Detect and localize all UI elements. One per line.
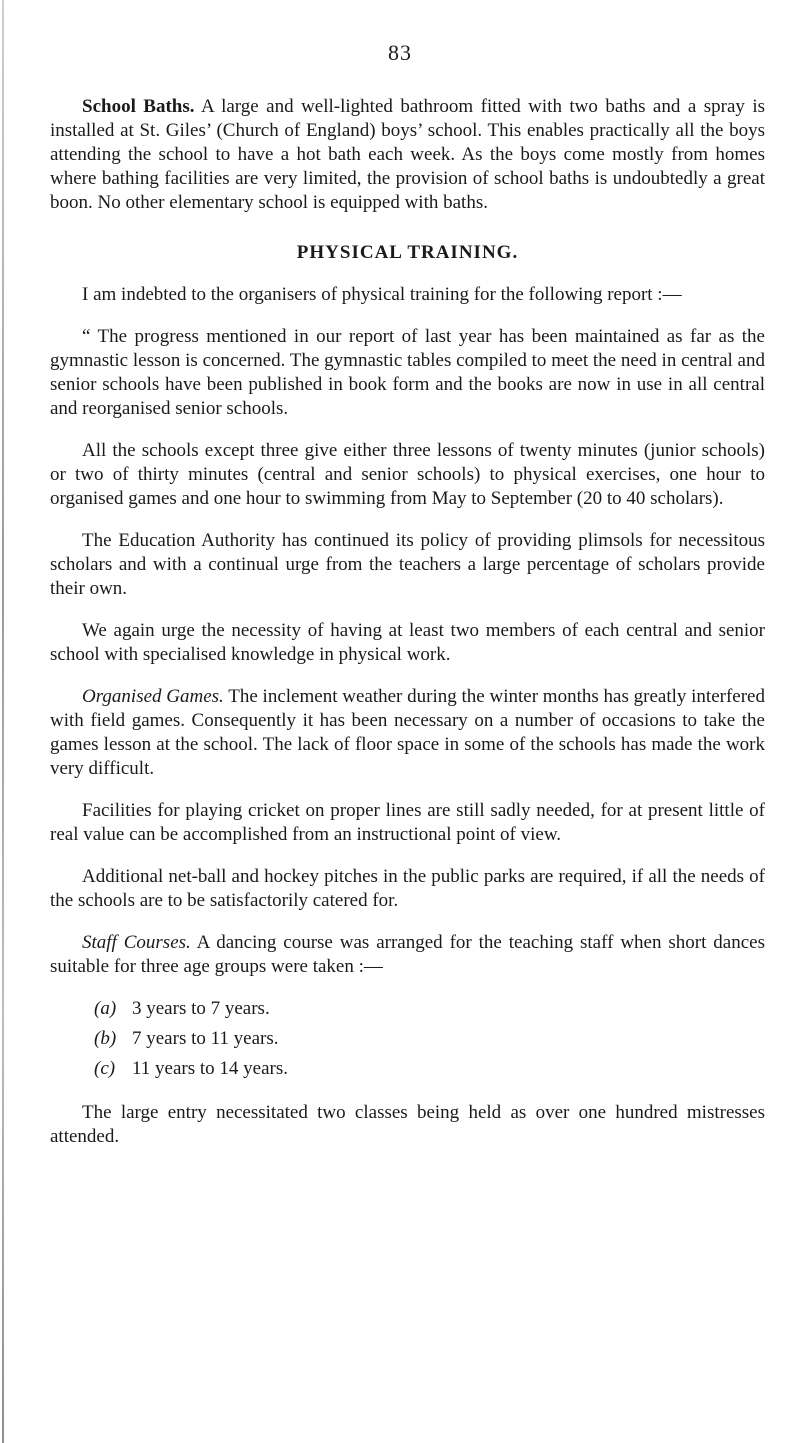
staff-courses-heading: Staff Courses. (82, 932, 191, 953)
list-item-text: 3 years to 7 years. (132, 998, 270, 1019)
list-item-marker: (a) (94, 998, 117, 1019)
cricket-paragraph: Facilities for playing cricket on proper lines are still sadly needed, for at present little of real value can be accomplished from an instructional point of view. (50, 800, 765, 845)
list-item (94, 1027, 765, 1051)
staff-courses-text: A dancing course was arranged for the teaching staff when short dances suitable for three age groups were taken :— (50, 932, 765, 977)
list-item (94, 997, 765, 1021)
report-paragraph-plimsols: The Education Authority has continued its policy of providing plimsols for necessitous scholars and with a continual urge from the teachers a large percentage of scholars provide their own. (50, 530, 765, 599)
list-item-marker: (c) (94, 1058, 116, 1079)
age-groups-list (50, 997, 765, 1081)
organised-games-text: The inclement weather during the winter months has greatly interfered with field games. Consequently it has been necessary on a number of occasions to take the games lesson at the school. The lack of floor space in some of the schools has made the work very difficult. (50, 686, 765, 779)
list-item (94, 1057, 765, 1081)
closing-paragraph: The large entry necessitated two classes being held as over one hundred mistresses attended. (50, 1102, 765, 1147)
page-body (50, 95, 765, 1167)
report-paragraph-specialised-knowledge: We again urge the necessity of having at least two members of each central and senior school with specialised knowledge in physical work. (50, 620, 765, 665)
page-binding-edge (2, 0, 4, 1443)
report-paragraph-lessons: All the schools except three give either three lessons of twenty minutes (junior schools) or two of thirty minutes (central and senior schools) to physical exercises, one hour to organised games and one hour to swimming from May to September (20 to 40 scholars). (50, 440, 765, 509)
list-item-marker: (b) (94, 1028, 117, 1049)
organised-games-heading: Organised Games. (82, 686, 224, 707)
netball-paragraph: Additional net-ball and hockey pitches in the public parks are required, if all the needs of the schools are to be satisfactorily catered for. (50, 866, 765, 911)
list-item-text: 7 years to 11 years. (132, 1028, 279, 1049)
organised-games-paragraph (50, 685, 765, 781)
staff-courses-paragraph (50, 931, 765, 979)
page-number: 83 (388, 40, 412, 65)
list-item-text: 11 years to 14 years. (132, 1058, 288, 1079)
report-paragraph-progress: “ The progress mentioned in our report of last year has been maintained as far as the gymnastic lesson is concerned. The gymnastic tables compiled to meet the need in central and senior schools have been published in book form and the books are now in use in all central and reorganised senior schools. (50, 326, 765, 419)
school-baths-heading: School Baths. (82, 96, 195, 117)
physical-training-intro: I am indebted to the organisers of physical training for the following report :— (82, 284, 682, 305)
physical-training-title: PHYSICAL TRAINING. (296, 242, 519, 263)
school-baths-text: A large and well-lighted bathroom fitted with two baths and a spray is installed at St. Giles’ (Church of England) boys’ school. This enables practically all the boys attending the school to have a hot bath each week. As the boys come mostly from homes where bathing facilities are very limited, the provision of school baths is undoubtedly a great boon. No other elementary school is equipped with baths. (50, 96, 766, 213)
school-baths-paragraph (50, 95, 765, 215)
